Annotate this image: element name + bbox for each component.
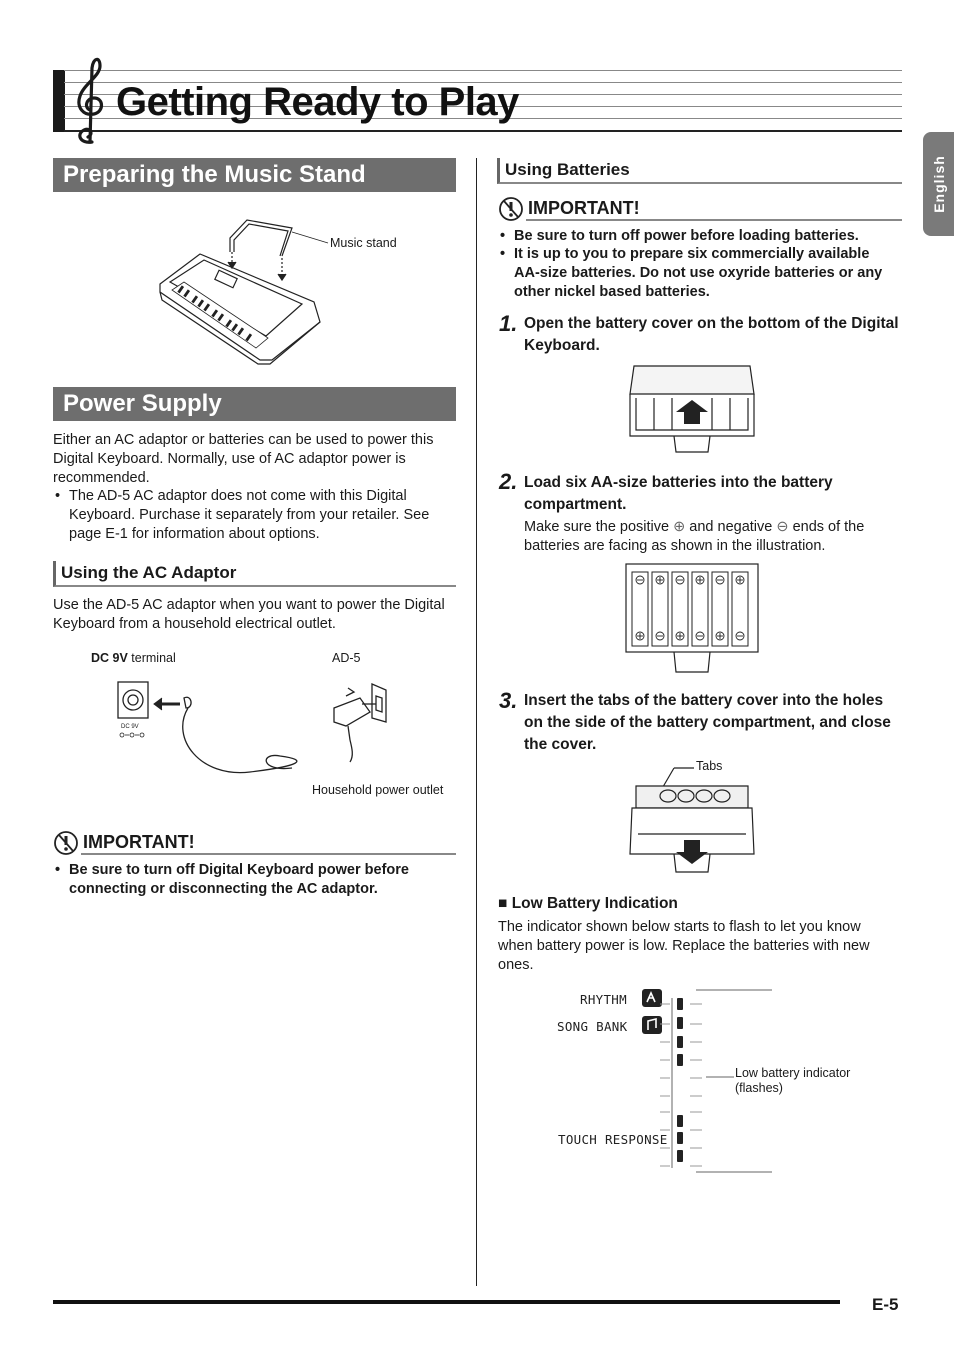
svg-text:DC 9V: DC 9V: [121, 724, 139, 730]
lcd-label-rhythm: RHYTHM: [580, 992, 627, 1007]
treble-clef-icon: [70, 54, 110, 146]
battery-loading-illustration: [624, 562, 760, 674]
caption-dc-terminal: DC 9V terminal: [91, 651, 176, 665]
subheading-ac-adaptor: Using the AC Adaptor: [53, 561, 456, 587]
caption-tabs: Tabs: [696, 759, 723, 773]
negative-terminal-icon: ⊖: [776, 519, 789, 535]
important-item-batteries-1: • Be sure to turn off power before loading batteries.: [498, 227, 898, 246]
step-1-number: 1.: [499, 311, 518, 336]
square-bullet-icon: ■: [498, 895, 508, 912]
column-divider: [476, 158, 477, 1286]
positive-terminal-icon: ⊕: [673, 519, 686, 535]
page-title: Getting Ready to Play: [116, 80, 519, 124]
step-2-text: Load six AA-size batteries into the battery compartment.: [524, 474, 833, 513]
rhythm-icon: [642, 989, 662, 1007]
step-3-number: 3.: [499, 688, 518, 713]
caption-music-stand: Music stand: [330, 236, 397, 250]
lcd-label-touch-response: TOUCH RESPONSE: [558, 1132, 668, 1147]
footer-rule: [53, 1300, 840, 1304]
lcd-label-song-bank: SONG BANK: [557, 1019, 628, 1034]
important-item-batteries-2: • It is up to you to prepare six commercially available AA-size batteries. Do not use oxyride batteries or any other nickel based batteries.: [498, 245, 898, 302]
ac-adaptor-illustration: [110, 668, 400, 783]
important-notice-batteries: IMPORTANT!: [498, 196, 902, 222]
page-number: E-5: [872, 1295, 899, 1314]
ac-adaptor-body: Use the AD-5 AC adaptor when you want to power the Digital Keyboard from a household electrical outlet.: [53, 597, 445, 632]
low-battery-heading: ■ Low Battery Indication: [498, 895, 678, 912]
important-item-ac-1: • Be sure to turn off Digital Keyboard power before connecting or disconnecting the AC adaptor.: [53, 861, 448, 899]
caption-household-outlet: Household power outlet: [312, 783, 444, 797]
caption-ad5: AD-5: [332, 651, 361, 665]
battery-cover-open-illustration: [628, 364, 756, 456]
battery-cover-close-illustration: [628, 764, 756, 874]
caption-flashes: (flashes): [735, 1081, 783, 1095]
step-3-text: Insert the tabs of the battery cover into the holes on the side of the battery compartment, and close the cover.: [524, 692, 891, 753]
important-warning-icon: [53, 830, 79, 856]
section-heading-music-stand: Preparing the Music Stand: [53, 158, 456, 192]
language-tab: English: [923, 132, 954, 236]
subheading-using-batteries: Using Batteries: [497, 158, 902, 184]
song-bank-icon: [642, 1016, 662, 1034]
power-supply-intro: Either an AC adaptor or batteries can be used to power this Digital Keyboard. Normally, use of AC adaptor power is recommended.: [53, 432, 434, 486]
step-1-text: Open the battery cover on the bottom of the Digital Keyboard.: [524, 315, 899, 354]
caption-low-battery-indicator: Low battery indicator: [735, 1066, 851, 1080]
step-2-number: 2.: [499, 469, 518, 494]
power-supply-note: • The AD-5 AC adaptor does not come with this Digital Keyboard. Purchase it separately from your retailer. See page E-1 for information about options.: [53, 487, 453, 544]
low-battery-body: The indicator shown below starts to flash to let you know when battery power is low. Replace the batteries with new ones.: [498, 919, 870, 973]
low-battery-lcd-illustration: [640, 984, 780, 1176]
keyboard-music-stand-illustration: [152, 212, 332, 367]
section-heading-power-supply: Power Supply: [53, 387, 456, 421]
important-notice-ac: IMPORTANT!: [53, 830, 456, 856]
step-2-detail: Make sure the positive ⊕ and negative ⊖ ends of the batteries are facing as shown in the illustration.: [524, 519, 865, 554]
important-warning-icon: [498, 196, 524, 222]
